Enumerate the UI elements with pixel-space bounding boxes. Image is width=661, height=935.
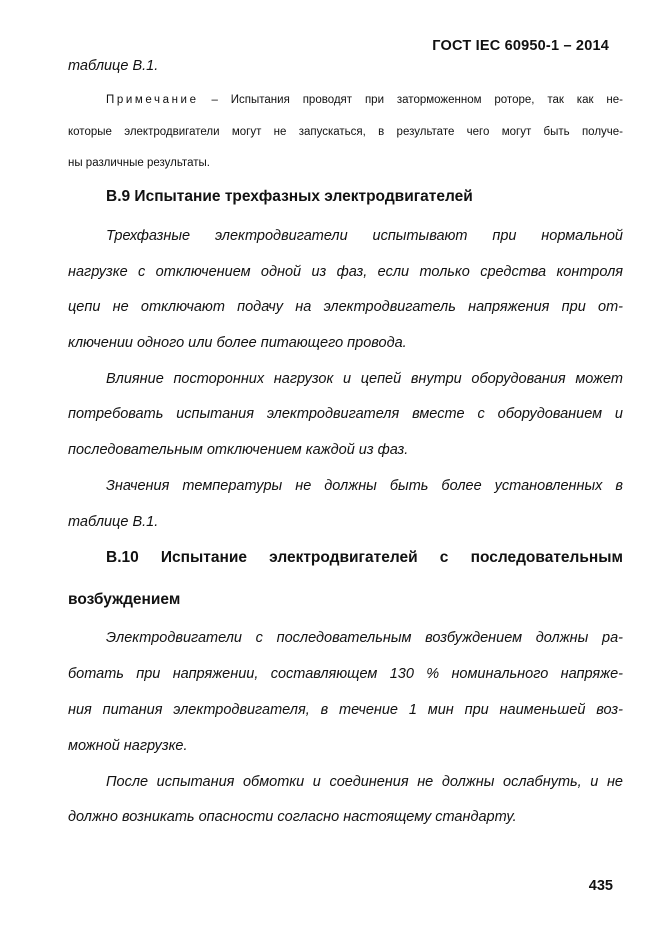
b9-p2-line-1: Влияние посторонних нагрузок и цепей внутри оборудования может	[106, 371, 623, 387]
b10-p1-line-2: ботать при напряжении, составляющем 130 % номинального напряже-	[68, 666, 623, 682]
note-text-1: – Испытания проводят при заторможенном роторе, так как не-	[198, 94, 623, 106]
b9-p2-line-3: последовательным отключением каждой из фаз.	[68, 442, 409, 458]
b9-p3-line-2: таблице В.1.	[68, 514, 159, 530]
b10-p1-line-3: ния питания электродвигателя, в течение 1 мин при наименьшей воз-	[68, 702, 623, 718]
intro-line: таблице В.1.	[68, 58, 159, 74]
section-heading-b10-line-2: возбуждением	[68, 591, 181, 608]
note-line-1	[106, 94, 623, 106]
note-label: Примечание	[106, 94, 199, 106]
b10-p2-line-2: должно возникать опасности согласно настоящему стандарту.	[68, 809, 517, 825]
note-line-3: ны различные результаты.	[68, 157, 210, 169]
b10-p1-line-4: можной нагрузке.	[68, 738, 188, 754]
section-heading-b10-line-1: В.10 Испытание электродвигателей с последовательным	[106, 549, 623, 566]
b9-p1-line-4: ключении одного или более питающего провода.	[68, 335, 407, 351]
page-number: 435	[588, 878, 613, 894]
b10-p2-line-1: После испытания обмотки и соединения не должны ослабнуть, и не	[106, 774, 623, 790]
section-heading-b9: В.9 Испытание трехфазных электродвигателей	[106, 188, 473, 205]
b9-p1-line-3: цепи не отключают подачу на электродвигатель напряжения при от-	[68, 299, 623, 315]
b10-p1-line-1: Электродвигатели с последовательным возбуждением должны ра-	[106, 630, 623, 646]
b9-p1-line-2: нагрузке с отключением одной из фаз, если только средства контроля	[68, 264, 623, 280]
b9-p3-line-1: Значения температуры не должны быть более установленных в	[106, 478, 623, 494]
note-line-2: которые электродвигатели могут не запускаться, в результате чего могут быть получе-	[68, 126, 623, 138]
b9-p1-line-1: Трехфазные электродвигатели испытывают при нормальной	[106, 228, 623, 244]
b9-p2-line-2: потребовать испытания электродвигателя вместе с оборудованием и	[68, 406, 623, 422]
document-header: ГОСТ IEC 60950-1 – 2014	[432, 38, 609, 54]
